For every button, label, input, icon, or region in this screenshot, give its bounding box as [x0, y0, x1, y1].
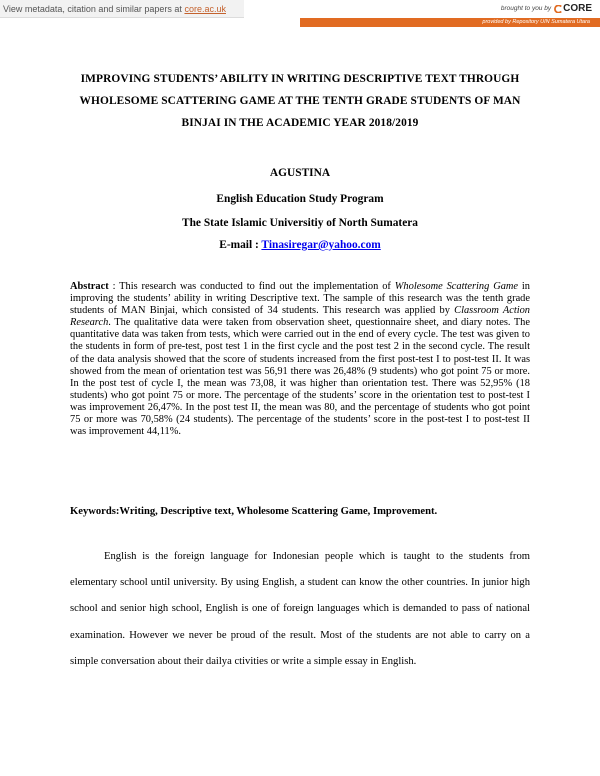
abstract-text-3: . The qualitative data were taken from observation sheet, questionnaire sheet, and diary notes. The quantitative data was taken from tests, which were carried out in the end of every cycle. The test was given to the students in form of pre-test, post test 1 in the first cycle and the post test 2 in the second cycle. The result of the data analysis showed that the score of students increased from the first post-test I to post-test II. It was showed from the mean of orientation test was 56,91 there was 26,48% (9 students) who got point 75 or more. In the post test of cycle I, the mean was 73,08, it was higher than orientation test. There was 52,95% (18 students) who got point 75 or more. The percentage of the students’ score in the orientation test to post-test I was improvement 26,47%. In the post test II, the mean was 80, and the percentage of students who got point 75 or more was 70,58% (24 students). The percentage of the students’ score in the post-test I to post-test II was improvement 44,11%.: [70, 317, 530, 438]
email-line: [70, 238, 530, 252]
core-logo[interactable]: [554, 3, 592, 14]
core-metadata-link[interactable]: [0, 0, 244, 18]
abstract-italic-method: Wholesome Scattering Game: [394, 281, 519, 292]
abstract-text-2: in improving the students’ ability in writing Descriptive text. The sample of this research was the tenth grade students of MAN Binjai, which consisted of 34 students. This research was applied by: [70, 281, 530, 317]
abstract-label: Abstract: [70, 281, 109, 292]
study-program: English Education Study Program: [216, 193, 384, 205]
keywords-line: Keywords:Writing, Descriptive text, Wholesome Scattering Game, Improvement.: [70, 506, 438, 517]
core-metadata-text: View metadata, citation and similar papers at: [3, 4, 182, 14]
core-provided-by: provided by Repository UIN Sumatera Utara: [300, 18, 600, 27]
brought-by-text: brought to you by: [500, 5, 552, 12]
paper-title: IMPROVING STUDENTS’ ABILITY IN WRITING DESCRIPTIVE TEXT THROUGH WHOLESOME SCATTERING GAME AT THE TENTH GRADE STUDENTS OF MAN BINJAI IN THE ACADEMIC YEAR 2018/2019: [79, 73, 521, 129]
abstract-paragraph: [70, 281, 530, 438]
email-label: E-mail :: [219, 239, 262, 251]
abstract-text-1: : This research was conducted to find out the implementation of: [108, 281, 395, 292]
core-logo-text: CORE: [563, 3, 592, 14]
university-name: The State Islamic Universitiy of North Sumatera: [181, 217, 418, 229]
core-brought-by: [501, 3, 592, 14]
core-banner: [0, 0, 600, 27]
core-logo-icon: [554, 5, 562, 13]
abstract-italic-research: Classroom Action Research: [70, 305, 531, 329]
email-link[interactable]: Tinasiregar@yahoo.com: [261, 239, 381, 251]
author-name: AGUSTINA: [269, 167, 331, 179]
core-ac-uk-link[interactable]: core.ac.uk: [184, 4, 226, 14]
intro-paragraph: English is the foreign language for Indonesian people which is taught to the students from elementary school until university. By using English, a student can know the other countries. In junior high school and senior high school, English is one of foreign languages which is demanded to pass of national examination. However we never be proud of the result. Most of the students are not able to carry on a simple conversation about their dailya ctivities or write a simple essay in English.: [70, 551, 530, 667]
